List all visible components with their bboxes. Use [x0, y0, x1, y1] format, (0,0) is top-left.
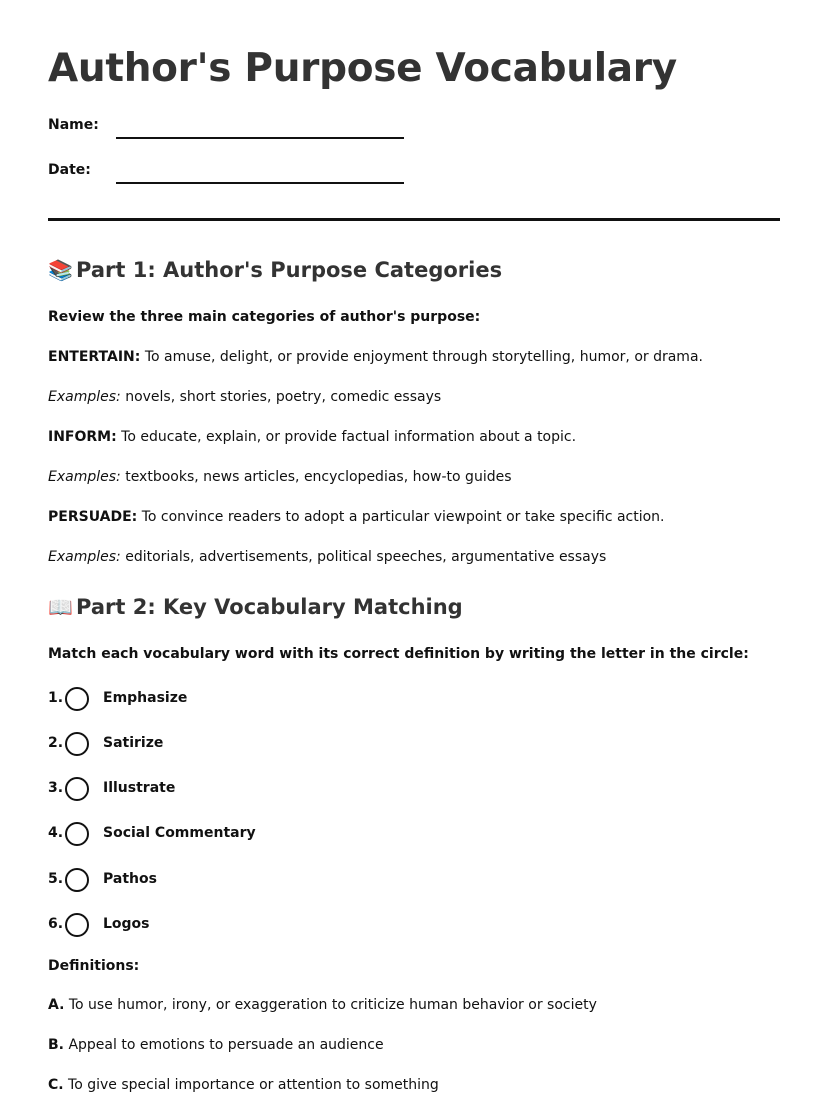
examples-text: textbooks, news articles, encyclopedias, how-to guides: [120, 469, 512, 485]
definition-text: To give special importance or attention to something: [63, 1077, 439, 1093]
match-number: 5.: [48, 871, 64, 887]
page-title: Author's Purpose Vocabulary: [48, 46, 677, 91]
category-inform: [48, 428, 576, 446]
vocab-word: Emphasize: [103, 690, 188, 706]
answer-circle[interactable]: [65, 913, 89, 937]
date-label: Date:: [48, 162, 91, 178]
match-number: 1.: [48, 690, 64, 706]
open-book-icon: 📖: [48, 595, 73, 619]
examples-label: Examples:: [48, 469, 121, 485]
vocab-word: Illustrate: [103, 780, 176, 796]
answer-circle[interactable]: [65, 687, 89, 711]
category-inform-examples: [48, 468, 512, 486]
definition-b: [48, 1036, 384, 1054]
category-definition: To amuse, delight, or provide enjoyment through storytelling, humor, or drama.: [140, 349, 703, 365]
definition-text: Appeal to emotions to persuade an audience: [64, 1037, 384, 1053]
name-label: Name:: [48, 117, 99, 133]
part1-heading-text: Part 1: Author's Purpose Categories: [76, 258, 503, 282]
definition-letter: A.: [48, 997, 65, 1013]
category-persuade-examples: [48, 548, 606, 566]
definition-a: [48, 996, 597, 1014]
examples-label: Examples:: [48, 389, 121, 405]
answer-circle[interactable]: [65, 822, 89, 846]
match-number: 4.: [48, 825, 64, 841]
name-blank-line[interactable]: [116, 137, 404, 139]
examples-text: editorials, advertisements, political speeches, argumentative essays: [120, 549, 607, 565]
category-definition: To educate, explain, or provide factual information about a topic.: [116, 429, 577, 445]
category-term: ENTERTAIN:: [48, 349, 141, 365]
answer-circle[interactable]: [65, 868, 89, 892]
definition-c: [48, 1076, 439, 1094]
part2-heading-text: Part 2: Key Vocabulary Matching: [76, 595, 463, 619]
match-number: 2.: [48, 735, 64, 751]
category-definition: To convince readers to adopt a particular viewpoint or take specific action.: [137, 509, 665, 525]
category-term: INFORM:: [48, 429, 117, 445]
part1-intro: Review the three main categories of author's purpose:: [48, 309, 481, 325]
category-entertain-examples: [48, 388, 441, 406]
date-blank-line[interactable]: [116, 182, 404, 184]
category-term: PERSUADE:: [48, 509, 138, 525]
books-icon: 📚: [48, 258, 73, 282]
examples-text: novels, short stories, poetry, comedic essays: [120, 389, 442, 405]
definition-letter: C.: [48, 1077, 64, 1093]
answer-circle[interactable]: [65, 777, 89, 801]
vocab-word: Logos: [103, 916, 150, 932]
part1-heading: [48, 258, 502, 282]
match-number: 3.: [48, 780, 64, 796]
vocab-word: Social Commentary: [103, 825, 256, 841]
vocab-word: Satirize: [103, 735, 164, 751]
match-number: 6.: [48, 916, 64, 932]
definition-letter: B.: [48, 1037, 64, 1053]
answer-circle[interactable]: [65, 732, 89, 756]
examples-label: Examples:: [48, 549, 121, 565]
definition-text: To use humor, irony, or exaggeration to criticize human behavior or society: [64, 997, 597, 1013]
header-divider: [48, 218, 780, 221]
definitions-label: Definitions:: [48, 958, 140, 974]
part2-intro: Match each vocabulary word with its correct definition by writing the letter in the circle:: [48, 646, 749, 662]
category-persuade: [48, 508, 665, 526]
vocab-word: Pathos: [103, 871, 157, 887]
part2-heading: [48, 595, 463, 619]
category-entertain: [48, 348, 703, 366]
